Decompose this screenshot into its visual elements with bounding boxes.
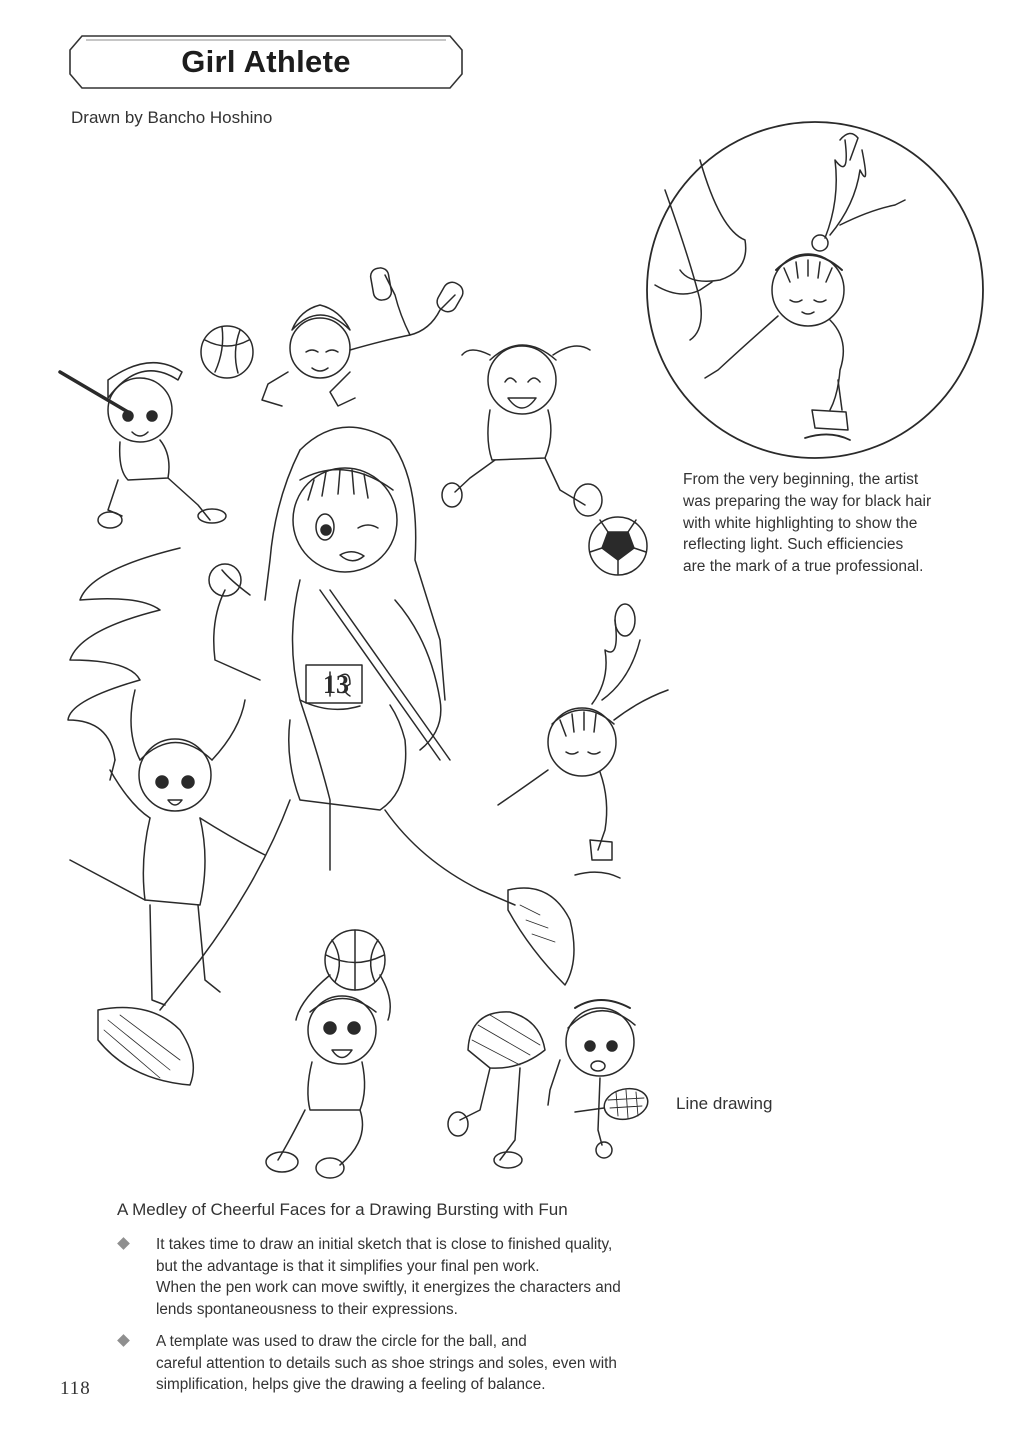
bullet-line: It takes time to draw an initial sketch that is close to finished quality, bbox=[156, 1236, 613, 1253]
figure-label: Line drawing bbox=[676, 1094, 773, 1113]
bullet-line: but the advantage is that it simplifies your final pen work. bbox=[156, 1257, 540, 1275]
page-number: 118 bbox=[60, 1378, 91, 1399]
caption-line: with white highlighting to show the bbox=[683, 514, 918, 532]
caption-line: reflecting light. Such efficiencies bbox=[683, 536, 904, 554]
tips-list bbox=[117, 1234, 717, 1407]
list-item bbox=[117, 1234, 717, 1320]
tennis-racket bbox=[575, 1085, 651, 1123]
page-title: Girl Athlete bbox=[181, 44, 351, 79]
main-runner bbox=[98, 427, 574, 1085]
bullet-line: lends spontaneousness to their expressions. bbox=[156, 1300, 458, 1318]
list-item bbox=[117, 1331, 717, 1396]
bullet-line: simplification, helps give the drawing a feeling of balance. bbox=[156, 1376, 546, 1393]
soccer-girl bbox=[442, 345, 602, 516]
basketball bbox=[325, 930, 385, 990]
artist-credit: Drawn by Bancho Hoshino bbox=[71, 108, 273, 127]
caption-line: From the very beginning, the artist bbox=[683, 471, 919, 488]
caption-line: was preparing the way for black hair bbox=[683, 492, 932, 510]
diamond-bullet-icon bbox=[117, 1334, 130, 1347]
ice-skater bbox=[498, 604, 668, 878]
tennis-girl bbox=[448, 1000, 635, 1168]
diamond-bullet-icon bbox=[117, 1237, 130, 1250]
caption-line: are the mark of a true professional. bbox=[683, 558, 924, 576]
baseball-girl bbox=[60, 363, 226, 528]
section-heading: A Medley of Cheerful Faces for a Drawing Bursting with Fun bbox=[117, 1200, 568, 1219]
inset-caption bbox=[683, 469, 983, 578]
bullet-line: A template was used to draw the circle for the ball, and bbox=[156, 1333, 527, 1350]
ribbon-gymnast bbox=[68, 548, 265, 1005]
volleyball-diving-girl bbox=[262, 267, 466, 406]
volleyball bbox=[201, 326, 253, 378]
inset-circle bbox=[647, 122, 983, 458]
basketball-girl bbox=[266, 975, 390, 1178]
bullet-line: careful attention to details such as shoe strings and soles, even with bbox=[156, 1354, 617, 1372]
bullet-line: When the pen work can move swiftly, it energizes the characters and bbox=[156, 1279, 621, 1296]
soccer-ball bbox=[589, 517, 647, 575]
bib-number: 13 bbox=[323, 670, 349, 699]
